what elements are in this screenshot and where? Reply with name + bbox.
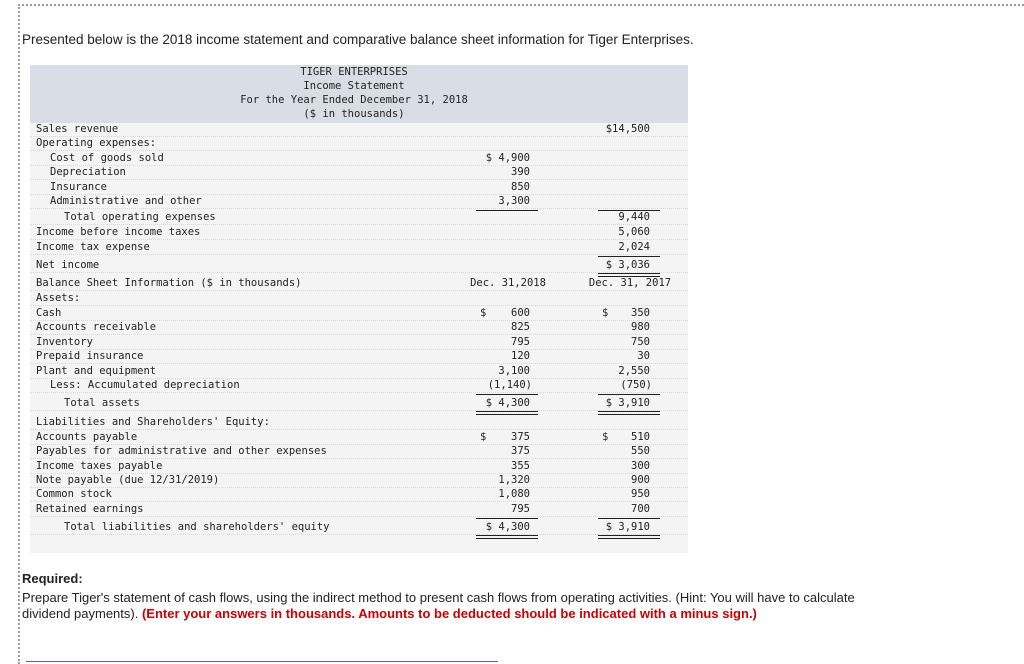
balance-row (30, 336, 688, 350)
double-underline (476, 535, 538, 539)
income-line (30, 152, 688, 166)
balance-row (30, 416, 688, 430)
balance-row (30, 350, 688, 364)
column-head-2018: Dec. 31,2018 (470, 277, 546, 289)
income-line (30, 211, 688, 225)
required-instructions: Prepare Tiger's statement of cash flows, using the indirect method to present cash flows from operating activities. (Hint: You will have to calculate dividend payments). (22, 590, 855, 621)
row-label: Less: Accumulated depreciation (50, 379, 240, 391)
value-2018: 120 (511, 350, 530, 362)
double-underline (476, 411, 538, 415)
income-line (30, 195, 688, 209)
line-label: Depreciation (50, 166, 126, 178)
frame-left-border (18, 4, 20, 664)
statement-period: For the Year Ended December 31, 2018 (240, 94, 468, 106)
balance-row (30, 474, 688, 488)
balance-row (30, 307, 688, 321)
dollar-sign: $ (602, 307, 609, 319)
column-head-2017: Dec. 31, 2017 (588, 277, 672, 289)
value-2017: $ 3,910 (605, 521, 650, 533)
dollar-sign: $ (480, 307, 487, 319)
value-2018: 375 (511, 431, 530, 443)
row-label: Accounts payable (36, 431, 138, 443)
row-label: Assets: (36, 292, 81, 304)
line-total: 5,060 (618, 226, 650, 238)
subtotal-underline (598, 518, 660, 519)
balance-heading: Balance Sheet Information ($ in thousands) (36, 277, 302, 289)
line-label: Administrative and other (50, 195, 202, 207)
row-label: Retained earnings (36, 503, 144, 515)
value-2018: (1,140) (487, 379, 532, 391)
line-total: $ 3,036 (605, 259, 650, 271)
dollar-sign: $ (480, 431, 487, 443)
balance-heading-line (30, 277, 688, 291)
line-amount: $ 4,900 (485, 152, 530, 164)
value-2017: 700 (631, 503, 650, 515)
value-2017: 350 (631, 307, 650, 319)
value-2018: 1,320 (498, 474, 530, 486)
row-label: Cash (36, 307, 62, 319)
income-line (30, 123, 688, 137)
required-text (22, 590, 902, 622)
row-label: Common stock (36, 488, 112, 500)
double-underline (598, 411, 660, 415)
income-line (30, 241, 688, 255)
line-label: Income before income taxes (36, 226, 201, 238)
value-2017: 510 (631, 431, 650, 443)
value-2018: 825 (511, 321, 530, 333)
row-label: Liabilities and Shareholders' Equity: (36, 416, 270, 428)
income-line (30, 226, 688, 240)
row-label: Income taxes payable (36, 460, 163, 472)
row-label: Inventory (36, 336, 93, 348)
value-2017: 2,550 (618, 365, 650, 377)
balance-row (30, 488, 688, 502)
value-2018: 355 (511, 460, 530, 472)
row-label: Note payable (due 12/31/2019) (36, 474, 220, 486)
balance-row (30, 292, 688, 306)
row-label: Total assets (64, 397, 140, 409)
value-2018: 3,100 (498, 365, 530, 377)
line-label: Net income (36, 259, 100, 271)
income-line (30, 181, 688, 195)
line-label: Sales revenue (36, 123, 119, 135)
value-2017: 950 (631, 488, 650, 500)
value-2018: 795 (511, 503, 530, 515)
balance-row (30, 365, 688, 379)
line-label: Total operating expenses (64, 211, 216, 223)
value-2017: (750) (620, 379, 652, 391)
statement-units: ($ in thousands) (303, 108, 405, 120)
balance-row (30, 379, 688, 393)
line-total: 9,440 (618, 211, 650, 223)
financial-statement (30, 65, 688, 553)
line-label: Cost of goods sold (50, 152, 164, 164)
subtotal-underline (476, 518, 538, 519)
value-2017: 30 (637, 350, 650, 362)
balance-row (30, 321, 688, 335)
total-underline (598, 256, 660, 257)
line-amount: 850 (511, 181, 530, 193)
line-total: 2,024 (618, 241, 650, 253)
value-2018: 1,080 (498, 488, 530, 500)
balance-row (30, 397, 688, 411)
balance-row (30, 521, 688, 535)
balance-row (30, 431, 688, 445)
statement-name: Income Statement (303, 80, 405, 92)
income-line (30, 166, 688, 180)
value-2017: $ 3,910 (605, 397, 650, 409)
row-label: Total liabilities and shareholders' equity (64, 521, 330, 533)
line-label: Operating expenses: (36, 137, 157, 149)
balance-row (30, 503, 688, 517)
dollar-sign: $ (602, 431, 609, 443)
required-title: Required: (22, 571, 83, 586)
required-note: (Enter your answers in thousands. Amounts to be deducted should be indicated with a minus sign.) (141, 606, 757, 621)
income-line (30, 259, 688, 273)
line-total: $14,500 (605, 123, 650, 135)
value-2017: 300 (631, 460, 650, 472)
subtotal-underline (598, 394, 660, 395)
statement-header (30, 65, 688, 123)
row-label: Accounts receivable (36, 321, 157, 333)
line-amount: 390 (511, 166, 530, 178)
line-label: Income tax expense (36, 241, 150, 253)
value-2017: 550 (631, 445, 650, 457)
value-2018: 600 (511, 307, 530, 319)
company-name: TIGER ENTERPRISES (300, 66, 408, 78)
subtotal-underline (476, 394, 538, 395)
value-2018: 795 (511, 336, 530, 348)
intro-text: Presented below is the 2018 income statement and comparative balance sheet information for Tiger Enterprises. (22, 32, 694, 47)
line-amount: 3,300 (498, 195, 530, 207)
total-underline (598, 210, 660, 211)
value-2018: 375 (511, 445, 530, 457)
value-2018: $ 4,300 (485, 397, 530, 409)
row-label: Plant and equipment (36, 365, 157, 377)
line-label: Insurance (50, 181, 107, 193)
income-line (30, 137, 688, 151)
row-label: Payables for administrative and other expenses (36, 445, 327, 457)
balance-row (30, 445, 688, 459)
value-2017: 750 (631, 336, 650, 348)
row-label: Prepaid insurance (36, 350, 144, 362)
frame-top-border (18, 4, 1024, 6)
value-2018: $ 4,300 (485, 521, 530, 533)
balance-row (30, 460, 688, 474)
value-2017: 900 (631, 474, 650, 486)
value-2017: 980 (631, 321, 650, 333)
answer-area-rule (26, 661, 498, 662)
double-underline (598, 535, 660, 539)
